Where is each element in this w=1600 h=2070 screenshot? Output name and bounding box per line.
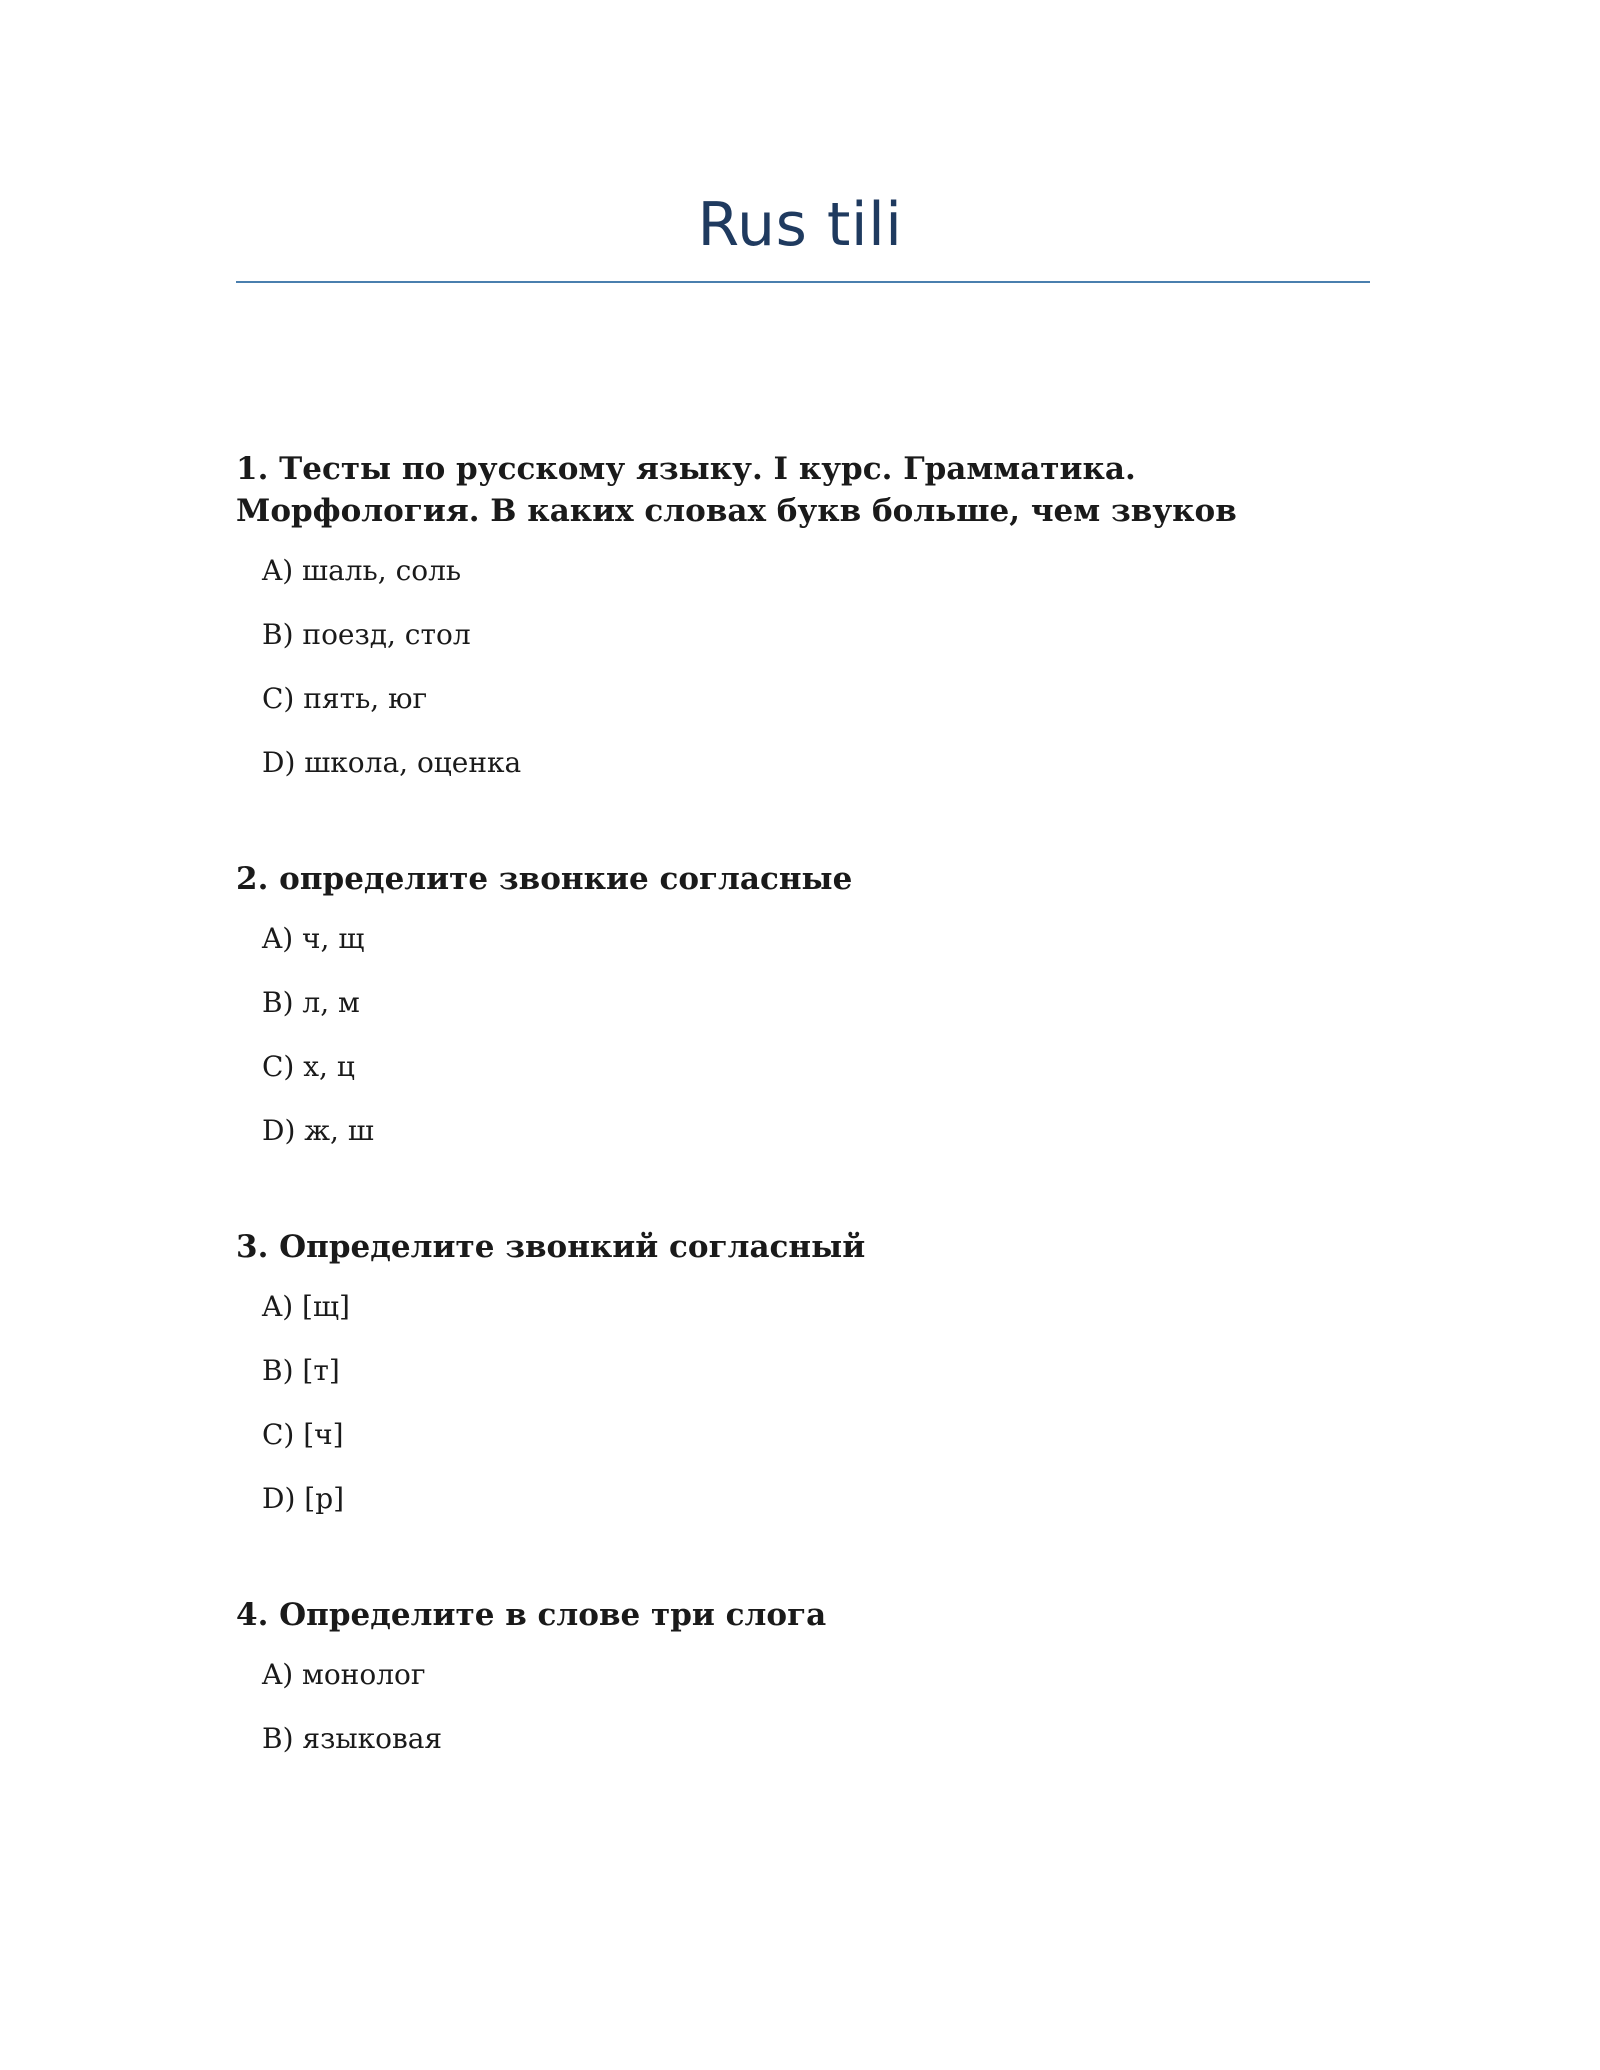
answer-option: B) поезд, стол (262, 618, 471, 651)
answer-option: A) [щ] (262, 1290, 350, 1323)
answer-option: D) [р] (262, 1482, 345, 1515)
question-heading: 4. Определите в слове три слога (236, 1597, 827, 1633)
answer-option: C) х, ц (262, 1050, 355, 1083)
answer-option: D) ж, ш (262, 1114, 374, 1147)
answer-option: C) пять, юг (262, 682, 428, 715)
document-title: Rus tili (697, 190, 903, 260)
question-heading: 1. Тесты по русскому языку. I курс. Грамматика. Морфология. В каких словах букв больше, чем звуков (236, 451, 1237, 529)
question-2 (236, 858, 1370, 1150)
answer-list (236, 1656, 1370, 1758)
answer-option: A) монолог (262, 1658, 426, 1691)
answer-option: C) [ч] (262, 1418, 344, 1451)
answer-list (236, 920, 1370, 1150)
question-heading: 3. Определите звонкий согласный (236, 1229, 866, 1265)
answer-option: B) языковая (262, 1722, 443, 1755)
question-1 (236, 448, 1370, 782)
title-divider (236, 281, 1370, 283)
answer-option: A) ч, щ (262, 922, 365, 955)
answer-option: B) [т] (262, 1354, 340, 1387)
question-3 (236, 1226, 1370, 1518)
answer-list (236, 1288, 1370, 1518)
questions-list (236, 448, 1370, 1834)
answer-list (236, 552, 1370, 782)
question-4 (236, 1594, 1370, 1758)
answer-option: D) школа, оценка (262, 746, 522, 779)
answer-option: A) шаль, соль (262, 554, 462, 587)
question-heading: 2. определите звонкие согласные (236, 861, 853, 897)
answer-option: B) л, м (262, 986, 360, 1019)
